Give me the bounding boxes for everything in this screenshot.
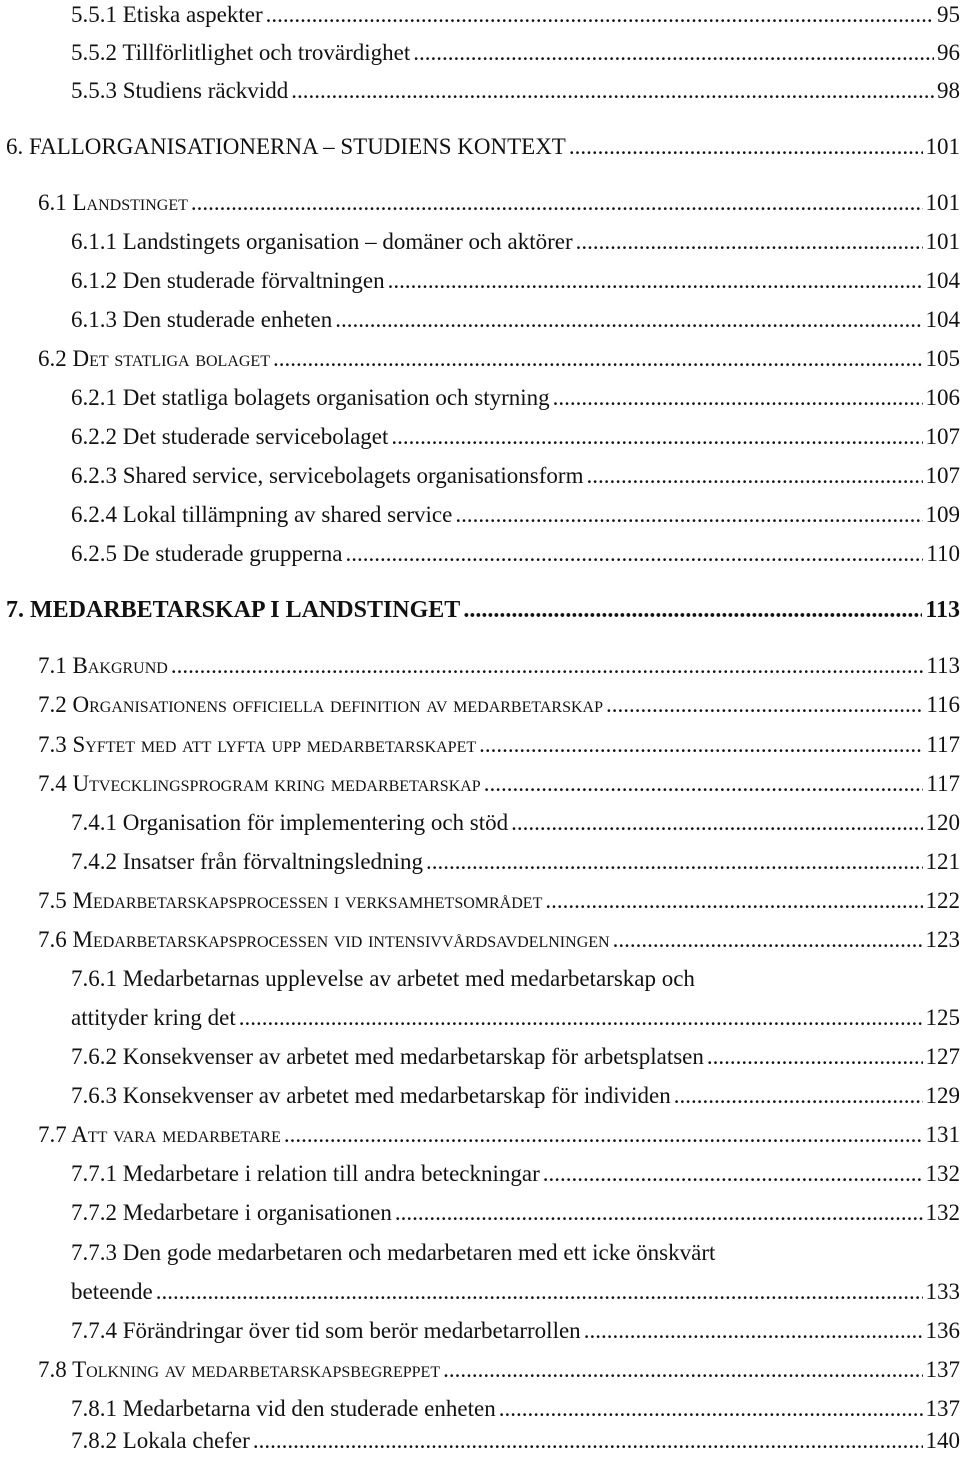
- toc-section[interactable]: [38, 769, 960, 799]
- toc-entry-page[interactable]: 113: [926, 653, 960, 678]
- toc-entry[interactable]: [71, 1159, 960, 1189]
- toc-entry-title[interactable]: 7.6 Medarbetarskapsprocessen vid intensivvårdsavdelningen: [38, 927, 610, 952]
- dot-leader: [479, 730, 923, 760]
- toc-entry-title[interactable]: 7.7.1 Medarbetare i relation till andra beteckningar: [71, 1161, 540, 1186]
- toc-entry-page[interactable]: 116: [926, 692, 960, 717]
- toc-section[interactable]: [38, 344, 960, 374]
- dot-leader: [511, 808, 922, 838]
- toc-entry-page[interactable]: 136: [925, 1318, 960, 1343]
- toc-entry-title[interactable]: 6.1.2 Den studerade förvaltningen: [71, 268, 385, 293]
- toc-chapter[interactable]: [6, 595, 960, 625]
- toc-entry[interactable]: [71, 305, 960, 335]
- toc-entry-page[interactable]: 98: [937, 78, 960, 103]
- dot-leader: [606, 690, 923, 720]
- toc-entry-title[interactable]: 7.7.3 Den gode medarbetaren och medarbetaren med ett icke önskvärt: [71, 1240, 716, 1265]
- toc-entry-page[interactable]: 101: [925, 134, 960, 159]
- toc-entry-title[interactable]: 7.6.2 Konsekvenser av arbetet med medarbetarskap för arbetsplatsen: [71, 1044, 704, 1069]
- dot-leader: [674, 1081, 923, 1111]
- toc-entry[interactable]: [71, 847, 960, 877]
- toc-entry-page[interactable]: 104: [925, 307, 960, 332]
- dot-leader: [543, 1159, 923, 1189]
- toc-entry[interactable]: [71, 383, 960, 413]
- dot-leader: [266, 0, 934, 30]
- dot-leader: [395, 1198, 923, 1228]
- toc-entry-page[interactable]: 137: [925, 1396, 960, 1421]
- toc-chapter[interactable]: [6, 132, 960, 162]
- toc-entry-page[interactable]: 95: [937, 2, 960, 27]
- toc-entry[interactable]: [71, 1316, 960, 1346]
- toc-entry-title[interactable]: 7.7 Att vara medarbetare: [38, 1122, 281, 1147]
- toc-entry-page[interactable]: 132: [925, 1161, 960, 1186]
- toc-entry-title[interactable]: 7.1 Bakgrund: [38, 653, 168, 678]
- toc-entry[interactable]: [71, 0, 960, 30]
- dot-leader: [499, 1394, 923, 1424]
- dot-leader: [291, 76, 934, 106]
- dot-leader: [553, 383, 923, 413]
- toc-section[interactable]: [38, 690, 960, 720]
- toc-entry[interactable]: [71, 1277, 960, 1307]
- toc-entry-title[interactable]: 6.2 Det statliga bolaget: [38, 346, 270, 371]
- toc-entry[interactable]: [71, 1081, 960, 1111]
- toc-entry[interactable]: [71, 1394, 960, 1424]
- toc-entry-title[interactable]: 6.1 Landstinget: [38, 190, 188, 215]
- toc-entry-title[interactable]: 7.5 Medarbetarskapsprocessen i verksamhetsområdet: [38, 888, 543, 913]
- dot-leader: [345, 539, 923, 569]
- toc-entry-page[interactable]: 140: [925, 1428, 960, 1453]
- toc-entry-title[interactable]: 7.4.1 Organisation för implementering och stöd: [71, 810, 509, 835]
- toc-entry[interactable]: [71, 1042, 960, 1072]
- dot-leader: [426, 847, 923, 877]
- toc-entry-title[interactable]: 5.5.3 Studiens räckvidd: [71, 78, 289, 103]
- toc-section[interactable]: [38, 925, 960, 955]
- toc-entry-title[interactable]: 7. MEDARBETARSKAP I LANDSTINGET: [6, 597, 461, 623]
- toc-entry-title[interactable]: 7.8 Tolkning av medarbetarskapsbegreppet: [38, 1357, 441, 1382]
- toc-entry-page[interactable]: 101: [925, 229, 960, 254]
- toc-entry-title[interactable]: beteende: [71, 1279, 153, 1304]
- dot-leader: [388, 266, 923, 296]
- toc-section[interactable]: [38, 886, 960, 916]
- toc-entry[interactable]: [71, 1003, 960, 1033]
- dot-leader: [455, 500, 922, 530]
- toc-entry-title[interactable]: 6.2.1 Det statliga bolagets organisation och styrning: [71, 385, 550, 410]
- dot-leader: [273, 344, 923, 374]
- dot-leader: [569, 132, 923, 162]
- dot-leader: [253, 1426, 923, 1456]
- dot-leader: [391, 422, 922, 452]
- toc-entry[interactable]: [71, 461, 960, 491]
- toc-entry-title[interactable]: 7.3 Syftet med att lyfta upp medarbetarskapet: [38, 732, 477, 757]
- toc-entry-page[interactable]: 110: [926, 541, 960, 566]
- toc-section[interactable]: [38, 1355, 960, 1385]
- toc-entry[interactable]: [71, 76, 960, 106]
- toc-section[interactable]: [38, 188, 960, 218]
- toc-entry-title[interactable]: 6.2.2 Det studerade servicebolaget: [71, 424, 389, 449]
- toc-entry-page[interactable]: 117: [926, 771, 960, 796]
- toc-entry-page[interactable]: 101: [925, 190, 960, 215]
- toc-entry-page[interactable]: 120: [925, 810, 960, 835]
- toc-entry-page[interactable]: 104: [925, 268, 960, 293]
- toc-entry[interactable]: [71, 227, 960, 257]
- toc-entry-title[interactable]: 7.4 Utvecklingsprogram kring medarbetarskap: [38, 771, 481, 796]
- toc-entry-page[interactable]: 113: [925, 597, 960, 623]
- toc-entry-title[interactable]: 5.5.1 Etiska aspekter: [71, 2, 263, 27]
- toc-entry-title[interactable]: 6.1.3 Den studerade enheten: [71, 307, 333, 332]
- toc-entry-page[interactable]: 131: [925, 1122, 960, 1147]
- toc-entry-page[interactable]: 132: [925, 1200, 960, 1225]
- toc-entry-title[interactable]: 6.2.4 Lokal tillämpning av shared service: [71, 502, 453, 527]
- toc-entry-page[interactable]: 125: [925, 1005, 960, 1030]
- toc-entry-page[interactable]: 105: [925, 346, 960, 371]
- toc-entry[interactable]: [71, 539, 960, 569]
- toc-entry-title[interactable]: 7.7.4 Förändringar över tid som berör medarbetarrollen: [71, 1318, 581, 1343]
- dot-leader: [545, 886, 922, 916]
- toc-section[interactable]: [38, 651, 960, 681]
- toc-entry-page[interactable]: 96: [937, 40, 960, 65]
- toc-entry-page[interactable]: 127: [925, 1044, 960, 1069]
- dot-leader: [576, 227, 923, 257]
- toc-entry[interactable]: [71, 808, 960, 838]
- dot-leader: [239, 1003, 923, 1033]
- dot-leader: [463, 595, 922, 625]
- toc-entry-page[interactable]: 107: [925, 424, 960, 449]
- toc-entry-title[interactable]: 7.6.3 Konsekvenser av arbetet med medarbetarskap för individen: [71, 1083, 671, 1108]
- dot-leader: [413, 38, 934, 68]
- dot-leader: [586, 461, 922, 491]
- toc-entry[interactable]: [71, 38, 960, 68]
- toc-entry-title[interactable]: 6.2.5 De studerade grupperna: [71, 541, 343, 566]
- toc-entry-page[interactable]: 106: [925, 385, 960, 410]
- dot-leader: [171, 651, 924, 681]
- dot-leader: [443, 1355, 922, 1385]
- dot-leader: [613, 925, 923, 955]
- toc-entry-title[interactable]: 7.4.2 Insatser från förvaltningsledning: [71, 849, 423, 874]
- dot-leader: [284, 1120, 923, 1150]
- toc-entry-title[interactable]: 7.8.1 Medarbetarna vid den studerade enheten: [71, 1396, 496, 1421]
- toc-entry-title[interactable]: 7.8.2 Lokala chefer: [71, 1428, 250, 1453]
- toc-entry[interactable]: [71, 422, 960, 452]
- toc-entry-title[interactable]: 7.7.2 Medarbetare i organisationen: [71, 1200, 392, 1225]
- toc-entry-title[interactable]: 6.2.3 Shared service, servicebolagets organisationsform: [71, 463, 584, 488]
- toc-entry-title[interactable]: 7.6.1 Medarbetarnas upplevelse av arbetet med medarbetarskap och: [71, 966, 695, 991]
- toc-entry[interactable]: [71, 1426, 960, 1456]
- toc-entry-title[interactable]: 5.5.2 Tillförlitlighet och trovärdighet: [71, 40, 411, 65]
- dot-leader: [584, 1316, 923, 1346]
- toc-entry-page[interactable]: 109: [925, 502, 960, 527]
- toc-entry-title[interactable]: 7.2 Organisationens officiella definition av medarbetarskap: [38, 692, 603, 717]
- toc-entry-page[interactable]: 129: [925, 1083, 960, 1108]
- toc-entry-first-line[interactable]: [71, 1238, 960, 1268]
- toc-entry-page[interactable]: 121: [925, 849, 960, 874]
- toc-entry-page[interactable]: 117: [926, 732, 960, 757]
- toc-entry-title[interactable]: 6.1.1 Landstingets organisation – domäner och aktörer: [71, 229, 573, 254]
- toc-entry-title[interactable]: 6. FALLORGANISATIONERNA – STUDIENS KONTEXT: [6, 134, 566, 159]
- dot-leader: [484, 769, 924, 799]
- toc-section[interactable]: [38, 1120, 960, 1150]
- dot-leader: [707, 1042, 923, 1072]
- toc-entry-title[interactable]: attityder kring det: [71, 1005, 236, 1030]
- toc-entry-page[interactable]: 123: [925, 927, 960, 952]
- toc-entry[interactable]: [71, 266, 960, 296]
- dot-leader: [335, 305, 922, 335]
- toc-entry[interactable]: [71, 500, 960, 530]
- toc-entry-page[interactable]: 122: [925, 888, 960, 913]
- toc-entry-page[interactable]: 107: [925, 463, 960, 488]
- toc-entry-page[interactable]: 137: [925, 1357, 960, 1382]
- toc-entry[interactable]: [71, 1198, 960, 1228]
- dot-leader: [156, 1277, 923, 1307]
- toc-section[interactable]: [38, 730, 960, 760]
- toc-entry-page[interactable]: 133: [925, 1279, 960, 1304]
- dot-leader: [191, 188, 923, 218]
- toc-entry-first-line[interactable]: [71, 964, 960, 994]
